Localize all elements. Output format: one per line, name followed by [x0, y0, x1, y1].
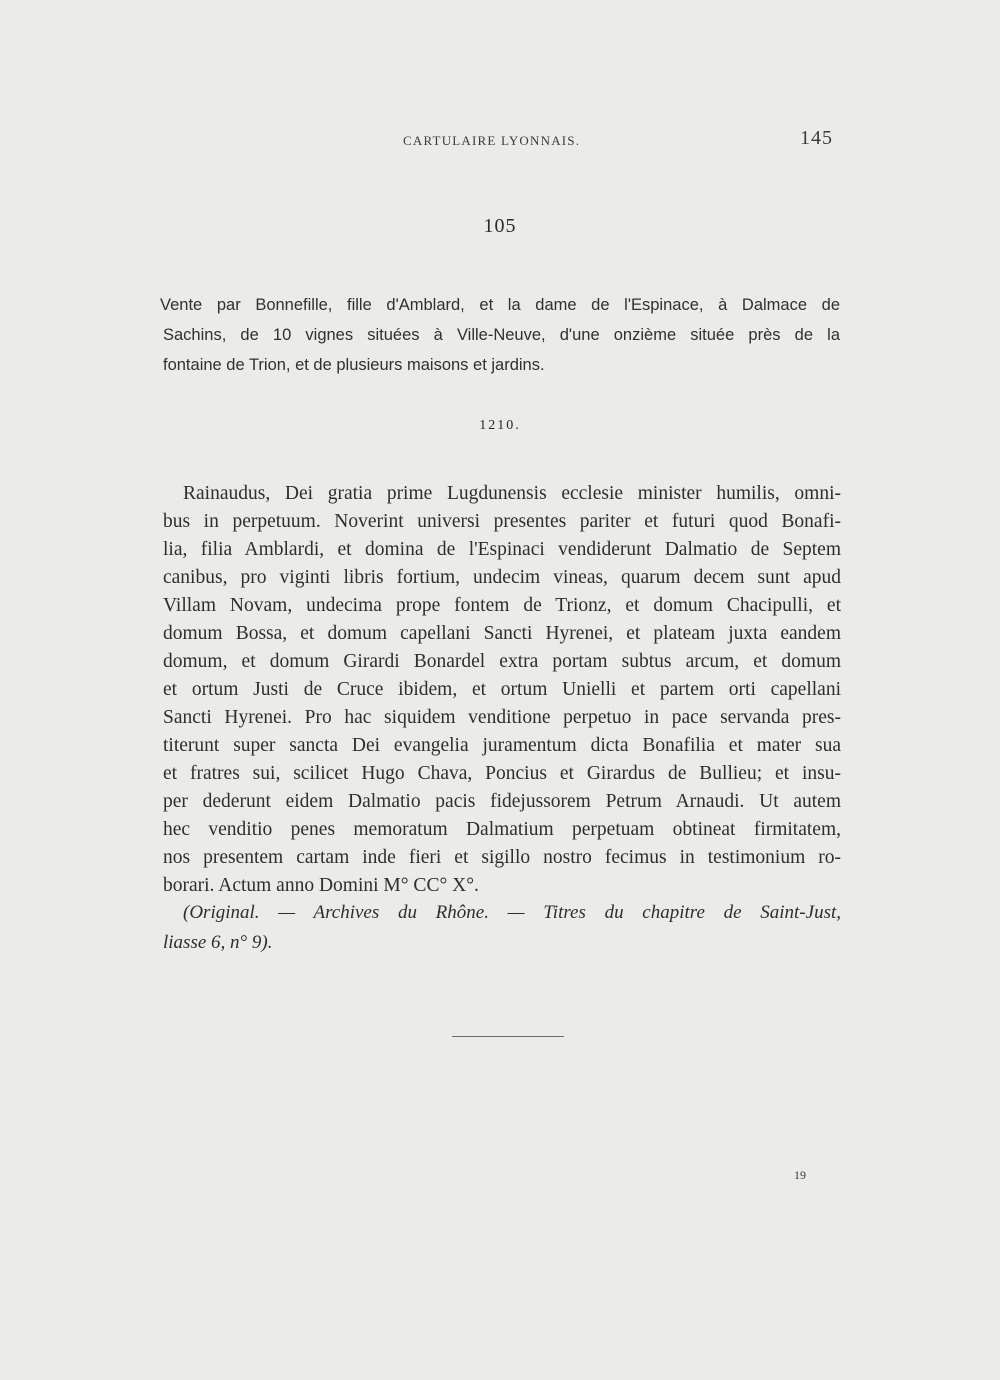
text-line: Rainaudus, Dei gratia prime Lugdunensis ecclesie minister humilis, omni- [183, 483, 841, 504]
page-number: 145 [800, 127, 833, 149]
source-citation [163, 898, 841, 958]
text-line: borari. Actum anno Domini M° CC° X°. [163, 875, 479, 896]
citation-line: (Original. — Archives du Rhône. — Titres du chapitre de Saint-Just, [183, 902, 841, 923]
text-line: domum, et domum Girardi Bonardel extra portam subtus arcum, et domum [163, 651, 841, 672]
text-line: nos presentem cartam inde fieri et sigillo nostro fecimus in testimonium ro- [163, 847, 841, 868]
signature-mark: 19 [794, 1168, 806, 1182]
text-line: titerunt super sancta Dei evangelia juramentum dicta Bonafilia et mater sua [163, 735, 841, 756]
text-line: et fratres sui, scilicet Hugo Chava, Poncius et Girardus de Bullieu; et insu- [163, 763, 841, 784]
text-line: canibus, pro viginti libris fortium, undecim vineas, quarum decem sunt apud [163, 567, 841, 588]
text-line: et ortum Justi de Cruce ibidem, et ortum Unielli et partem orti capellani [163, 679, 841, 700]
running-head: CARTULAIRE LYONNAIS. [403, 133, 581, 148]
summary-line: fontaine de Trion, et de plusieurs maisons et jardins. [163, 356, 545, 374]
document-date: 1210. [479, 418, 521, 433]
text-line: Villam Novam, undecima prope fontem de Trionz, et domum Chacipulli, et [163, 595, 841, 616]
summary-line: Vente par Bonnefille, fille d'Amblard, et la dame de l'Espinace, à Dalmace de [160, 296, 840, 314]
summary-line: Sachins, de 10 vignes situées à Ville-Neuve, d'une onzième située près de la [163, 326, 840, 344]
text-line: Sancti Hyrenei. Pro hac siquidem venditione perpetuo in pace servanda pres- [163, 707, 841, 728]
document-number: 105 [483, 215, 517, 237]
section-divider [452, 1036, 564, 1037]
text-line: per dederunt eidem Dalmatio pacis fidejussorem Petrum Arnaudi. Ut autem [163, 791, 841, 812]
charter-text [163, 480, 841, 900]
text-line: lia, filia Amblardi, et domina de l'Espinaci vendiderunt Dalmatio de Septem [163, 539, 841, 560]
text-line: hec venditio penes memoratum Dalmatium perpetuam obtineat firmitatem, [163, 819, 841, 840]
citation-line: liasse 6, n° 9). [163, 932, 273, 953]
document-summary [160, 290, 840, 380]
text-line: domum Bossa, et domum capellani Sancti Hyrenei, et plateam juxta eandem [163, 623, 841, 644]
text-line: bus in perpetuum. Noverint universi presentes pariter et futuri quod Bonafi- [163, 511, 841, 532]
